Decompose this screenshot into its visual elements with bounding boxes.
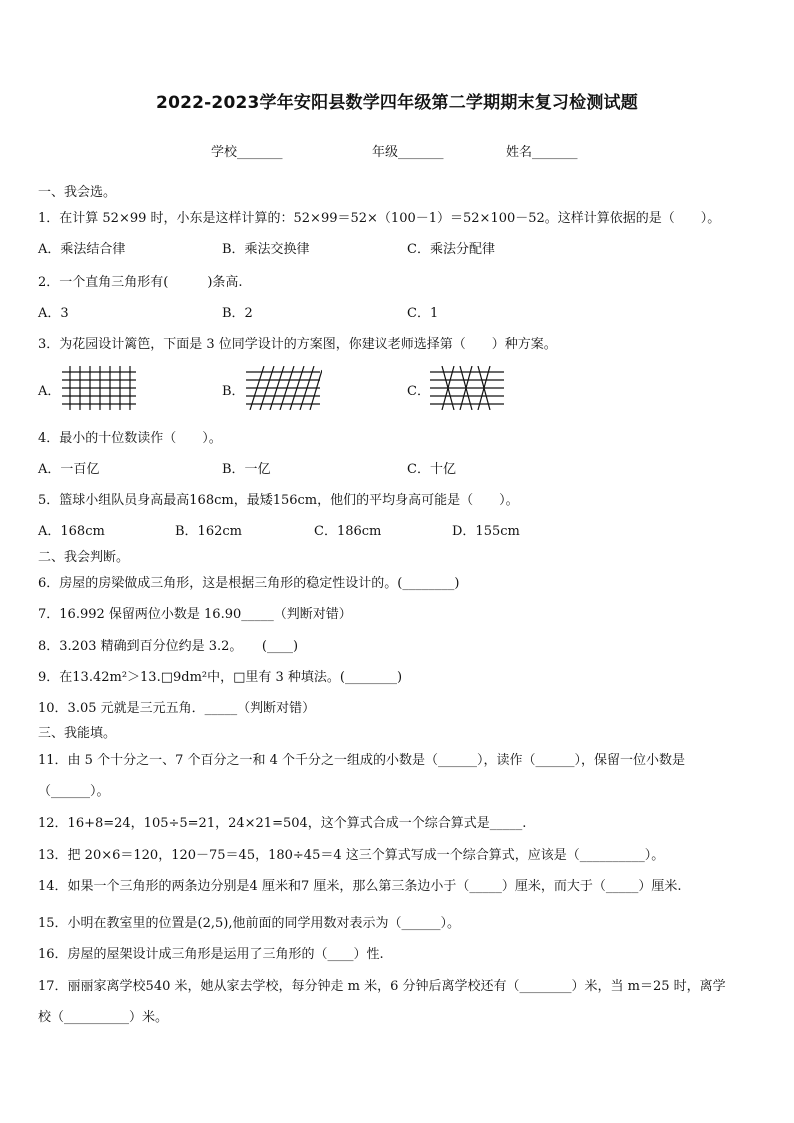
question-10: 10．3.05 元就是三元五角．_____（判断对错）	[38, 701, 316, 716]
question-17: 17．丽丽家离学校540 米，她从家去学校，每分钟走 m 米，6 分钟后离学校还有（________）米，当 m＝25 时，离学	[38, 979, 726, 994]
q2-option-a: A．3	[38, 306, 69, 321]
q2-option-c: C．1	[407, 306, 439, 321]
section-choice: 一、我会选。	[38, 185, 117, 200]
question-6: 6．房屋的房梁做成三角形，这是根据三角形的稳定性设计的。(________)	[38, 576, 460, 591]
question-15: 15．小明在教室里的位置是(2,5),他前面的同学用数对表示为（______）。	[38, 916, 460, 931]
section-fill: 三、我能填。	[38, 726, 117, 741]
q1-option-c: C．乘法分配律	[407, 242, 495, 257]
q1-option-b: B．乘法交换律	[222, 242, 310, 257]
question-9: 9．在13.42m²＞13.□9dm²中，□里有 3 种填法。(________)	[38, 670, 403, 685]
q5-option-c: C．186cm	[314, 524, 382, 539]
question-3: 3．为花园设计篱笆，下面是 3 位同学设计的方案图，你建议老师选择第（ ）种方案。	[38, 337, 557, 352]
fence-slanted-grid-figure	[246, 366, 322, 410]
q4-option-a: A．一百亿	[38, 462, 100, 477]
grade-field: 年级_______	[372, 145, 444, 160]
q5-option-b: B．162cm	[175, 524, 242, 539]
q3-option-c: C．	[407, 384, 430, 399]
question-8: 8．3.203 精确到百分位约是 3.2。 (____)	[38, 639, 299, 654]
q4-option-b: B．一亿	[222, 462, 271, 477]
fence-triangle-grid-figure	[430, 366, 506, 410]
name-field: 姓名_______	[506, 145, 578, 160]
question-11-cont: （______）。	[38, 784, 110, 799]
question-7: 7．16.992 保留两位小数是 16.90_____（判断对错）	[38, 607, 352, 622]
question-2: 2．一个直角三角形有( )条高.	[38, 275, 243, 290]
question-5: 5．篮球小组队员身高最高168cm，最矮156cm，他们的平均身高可能是（ ）。	[38, 493, 519, 508]
question-1: 1．在计算 52×99 时，小东是这样计算的：52×99＝52×（100－1）＝52×100－52。这样计算依据的是（ ）。	[38, 211, 721, 226]
question-12: 12．16+8=24，105÷5=21，24×21=504，这个算式合成一个综合算式是_____.	[38, 816, 527, 831]
q3-option-b: B．	[222, 384, 245, 399]
question-17-cont: 校（__________）米。	[38, 1010, 169, 1025]
question-4: 4．最小的十位数读作（ ）。	[38, 431, 222, 446]
school-field: 学校_______	[211, 145, 283, 160]
question-16: 16．房屋的屋架设计成三角形是运用了三角形的（____）性.	[38, 947, 384, 962]
section-judge: 二、我会判断。	[38, 550, 130, 565]
q3-option-a: A．	[38, 384, 61, 399]
q5-option-a: A．168cm	[38, 524, 105, 539]
q1-option-a: A．乘法结合律	[38, 242, 126, 257]
q5-option-d: D．155cm	[452, 524, 520, 539]
fence-square-grid-figure	[62, 366, 138, 410]
question-14: 14．如果一个三角形的两条边分别是4 厘米和7 厘米，那么第三条边小于（_____）厘米，而大于（_____）厘米.	[38, 879, 682, 894]
question-13: 13．把 20×6＝120，120－75＝45，180÷45＝4 这三个算式写成一个综合算式，应该是（__________）。	[38, 848, 665, 863]
page-title: 2022-2023学年安阳县数学四年级第二学期期末复习检测试题	[156, 93, 638, 113]
question-11: 11．由 5 个十分之一、7 个百分之一和 4 个千分之一组成的小数是（______），读作（______），保留一位小数是	[38, 753, 686, 768]
q2-option-b: B．2	[222, 306, 253, 321]
q4-option-c: C．十亿	[407, 462, 456, 477]
